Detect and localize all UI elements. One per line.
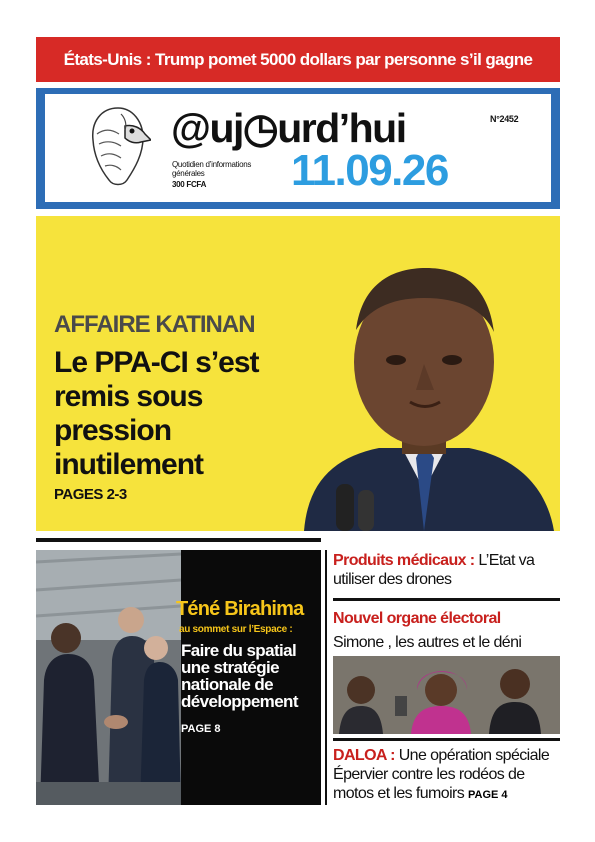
- top-banner-headline: États-Unis : Trump pomet 5000 dollars par personne s’il gagne: [63, 50, 533, 69]
- brief-daloa-pages: PAGE 4: [468, 789, 508, 801]
- feature-story: [36, 550, 321, 805]
- section-rule: [333, 738, 560, 741]
- group-photo: [333, 656, 560, 734]
- lead-kicker: AFFAIRE KATINAN: [54, 311, 255, 338]
- brief-electoral-head: Nouvel organe électoral: [333, 610, 501, 627]
- tagline: Quotidien d’informations générales: [172, 160, 252, 178]
- feature-headline: Faire du spatial une stratégie nationale de développement: [181, 641, 298, 711]
- issue-date: 11.09.26: [291, 146, 448, 195]
- newspaper-logo: @uj◷urd’hui: [171, 105, 406, 151]
- lead-pages: PAGES 2-3: [54, 486, 127, 503]
- lead-headline: Le PPA-CI s’est remis sous pression inutilement: [54, 346, 259, 481]
- feature-subtitle: au sommet sur l’Espace :: [179, 624, 293, 635]
- eagle-icon: [85, 104, 151, 190]
- section-rule: [36, 538, 321, 542]
- brief-medical-head: Produits médicaux :: [333, 552, 475, 569]
- column-divider: [325, 550, 327, 805]
- feature-pages: PAGE 8: [181, 723, 221, 735]
- brief-electoral-body: Simone , les autres et le déni: [333, 634, 522, 651]
- lead-story: [36, 216, 560, 531]
- masthead-panel: [45, 94, 551, 202]
- top-banner: [36, 37, 560, 82]
- brief-medical: [333, 551, 561, 589]
- masthead: [36, 88, 560, 209]
- issue-number: N°2452: [490, 114, 519, 124]
- portrait-photo: [284, 252, 560, 531]
- brief-daloa-head: DALOA :: [333, 747, 395, 764]
- handshake-photo: [36, 550, 181, 805]
- brief-daloa-body: Une opération spéciale Épervier contre les rodéos de motos et les fumoirs: [333, 747, 550, 802]
- feature-name: Téné Birahima: [176, 598, 304, 620]
- price: 300 FCFA: [172, 180, 207, 189]
- brief-medical-body: L’Etat va utiliser des drones: [333, 552, 535, 588]
- section-rule: [333, 598, 560, 601]
- brief-daloa: [333, 746, 561, 805]
